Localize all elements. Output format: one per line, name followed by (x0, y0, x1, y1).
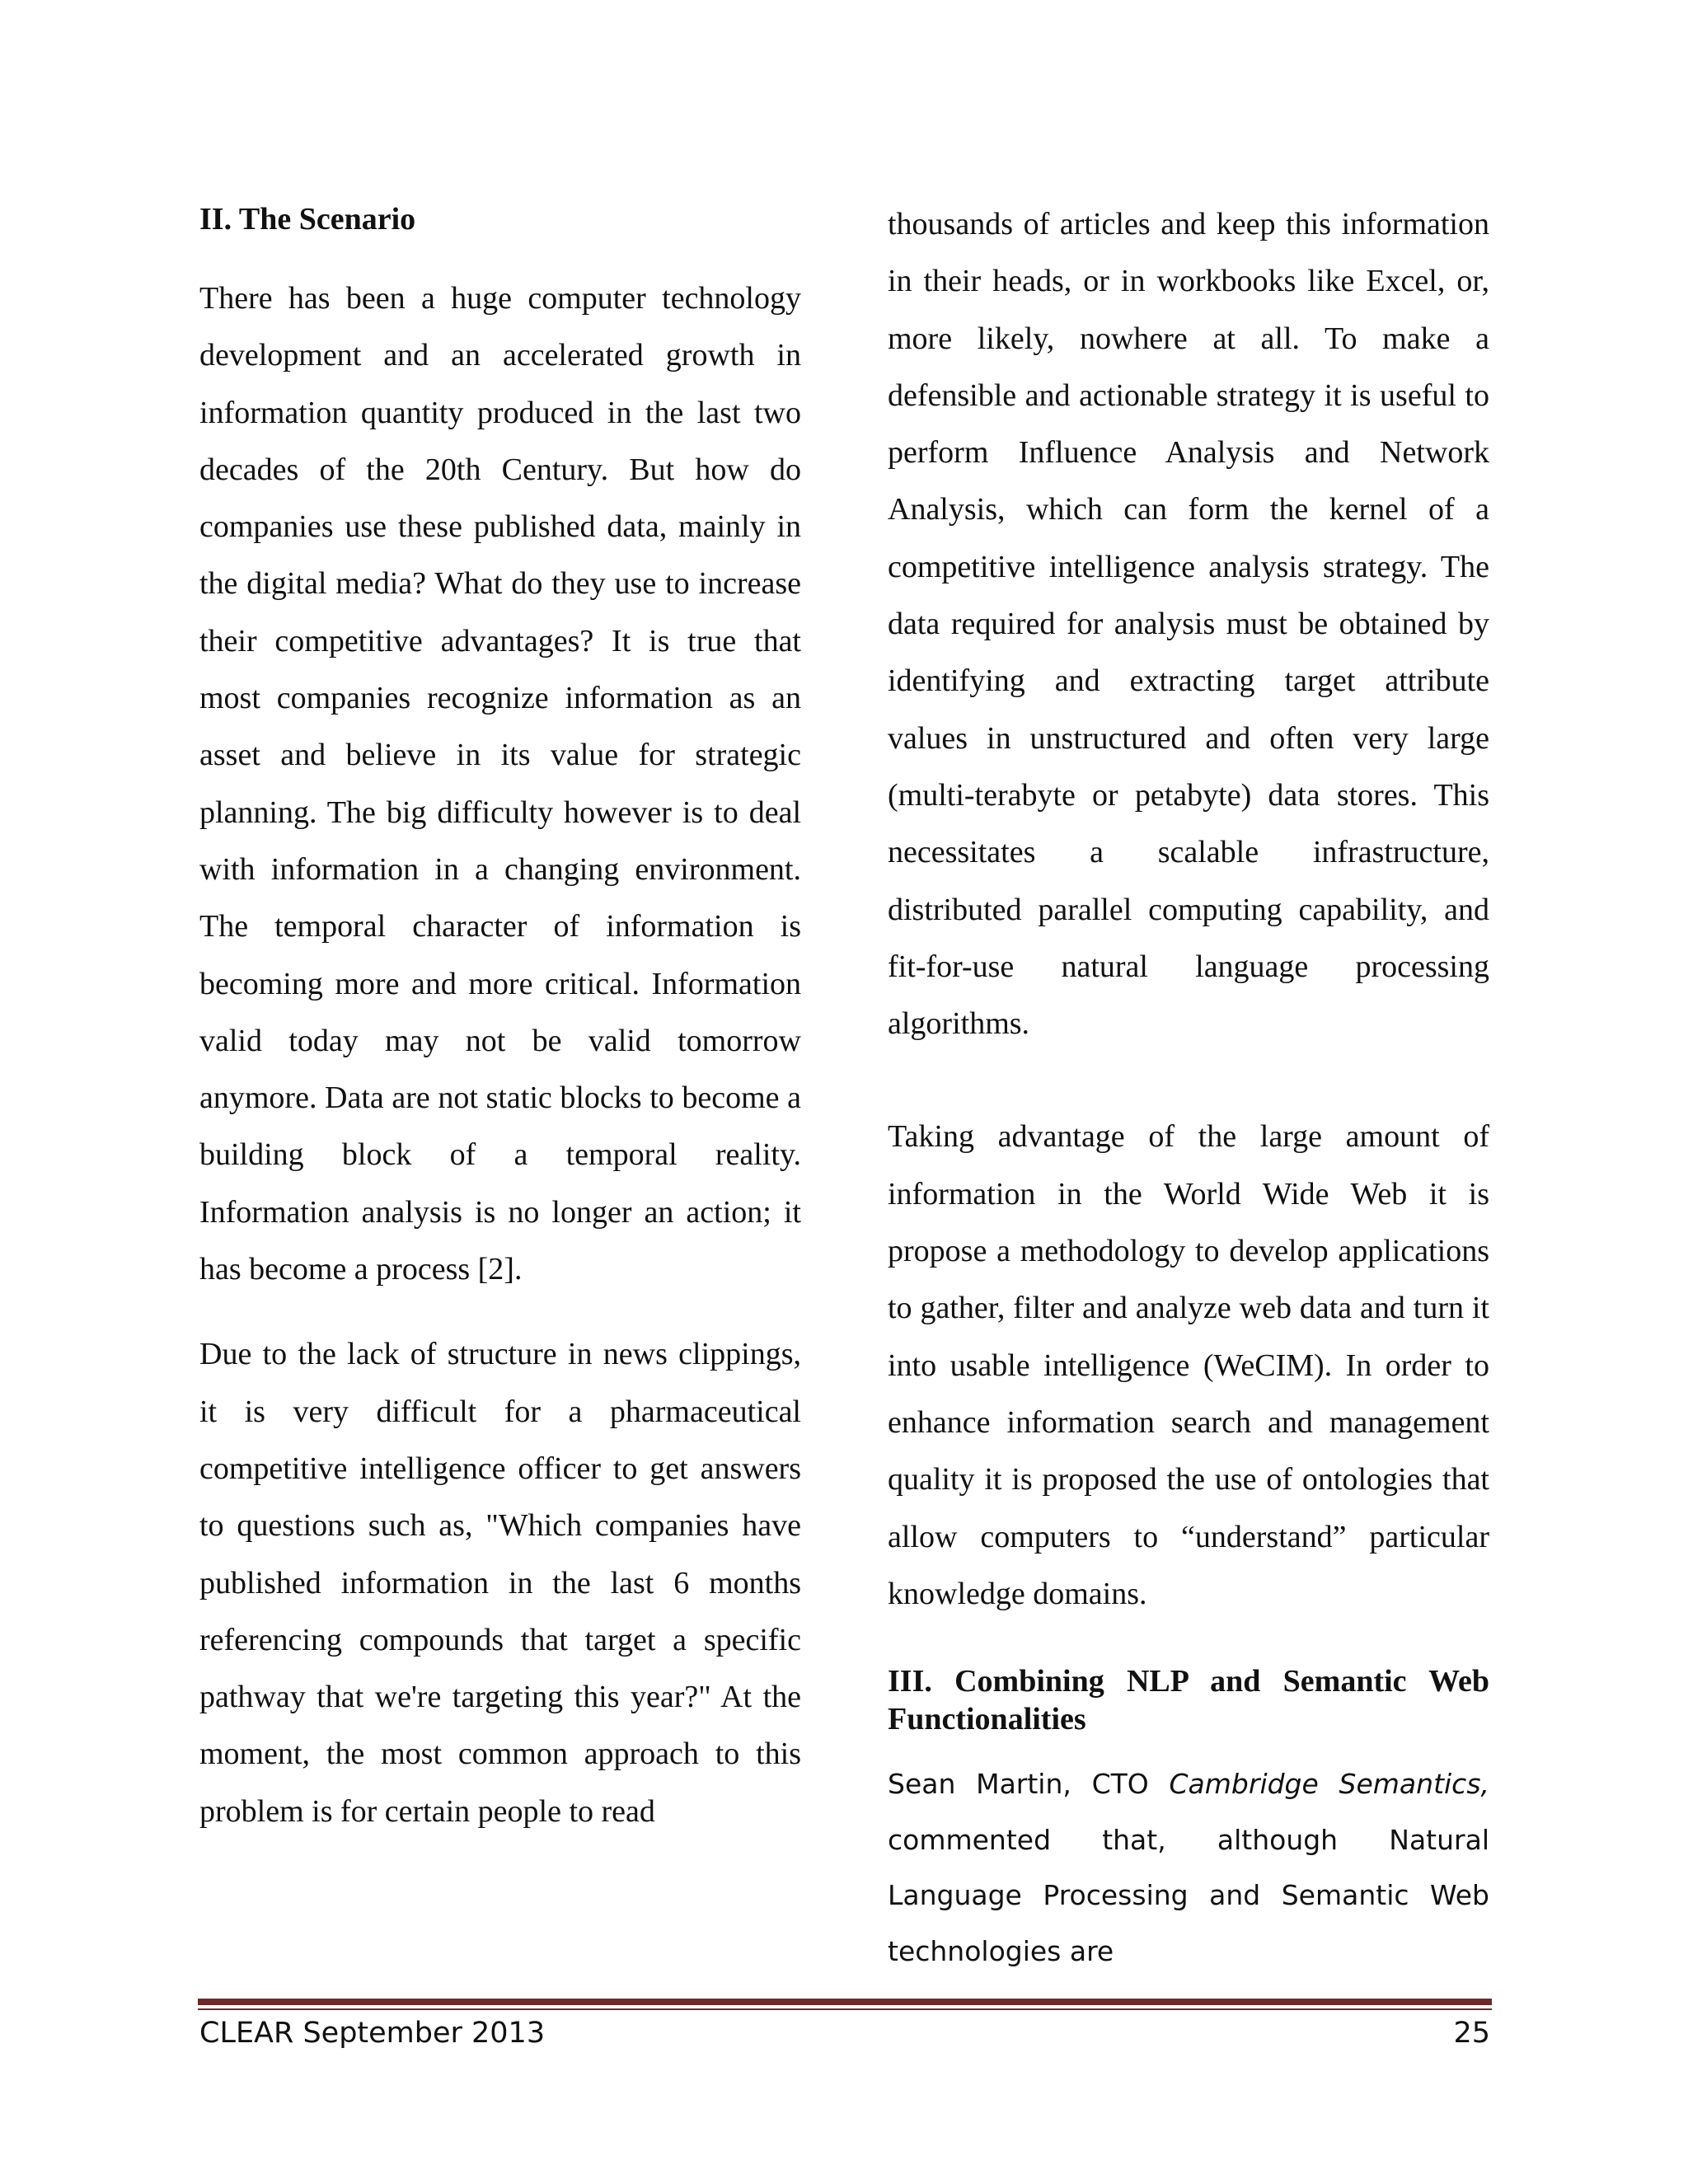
footer-rule (198, 1999, 1492, 2005)
company-name: Cambridge Semantics, (1169, 1768, 1489, 1801)
page-footer (199, 2013, 1490, 2054)
right-column (888, 196, 1489, 1979)
wecim-paragraph: Taking advantage of the large amount of information in the World Wide Web it is propose a methodology to develop applications to gather, filter and analyze web data and turn it into usable intelligence (WeCIM). In order to enhance information search and management quality it is proposed the use of ontologies that allow computers to “understand” particular knowledge domains. (888, 1119, 1489, 1611)
page-number: 25 (1453, 2017, 1490, 2050)
sean-martin-rest: commented that, although Natural Language Processing and Semantic Web technologies are (888, 1823, 1489, 1967)
footer-rule-thin (198, 2008, 1492, 2010)
left-column (199, 196, 801, 1840)
scenario-paragraph-1: There has been a huge computer technology development and an accelerated growth in information quantity produced in the last two decades of the 20th Century. But how do companies use these published data, mainly in the digital media? What do they use to increase their competitive advantages? It is true that most companies recognize information as an asset and believe in its value for strategic planning. The big difficulty however is to deal with information in a changing environment. The temporal character of information is becoming more and more critical. Information valid today may not be valid tomorrow anymore. Data are not static blocks to become a building block of a temporal reality. Information analysis is no longer an action; it has become a process [2]. (199, 281, 801, 1287)
sean-martin-intro: Sean Martin, CTO (888, 1768, 1170, 1801)
scenario-paragraph-2: Due to the lack of structure in news clippings, it is very difficult for a pharmaceutical competitive intelligence officer to get answers to questions such as, "Which companies have published information in the last 6 months referencing compounds that target a specific pathway that we're targeting this year?" At the moment, the most common approach to this problem is for certain people to read (199, 1337, 801, 1829)
sean-martin-paragraph (888, 1756, 1489, 1979)
scenario-paragraph-continued: thousands of articles and keep this information in their heads, or in workbooks like Excel, or, more likely, nowhere at all. To make a defensible and actionable strategy it is useful to perform Influence Analysis and Network Analysis, which can form the kernel of a competitive intelligence analysis strategy. The data required for analysis must be obtained by identifying and extracting target attribute values in unstructured and often very large (multi-terabyte or petabyte) data stores. This necessitates a scalable infrastructure, distributed parallel computing capability, and fit-for-use natural language processing algorithms. (888, 207, 1489, 1042)
footer-publication: CLEAR September 2013 (199, 2017, 546, 2050)
section-heading-scenario: II. The Scenario (199, 202, 416, 237)
section-heading-nlp-semantic-web: III. Combining NLP and Semantic Web Functionalities (888, 1664, 1489, 1737)
